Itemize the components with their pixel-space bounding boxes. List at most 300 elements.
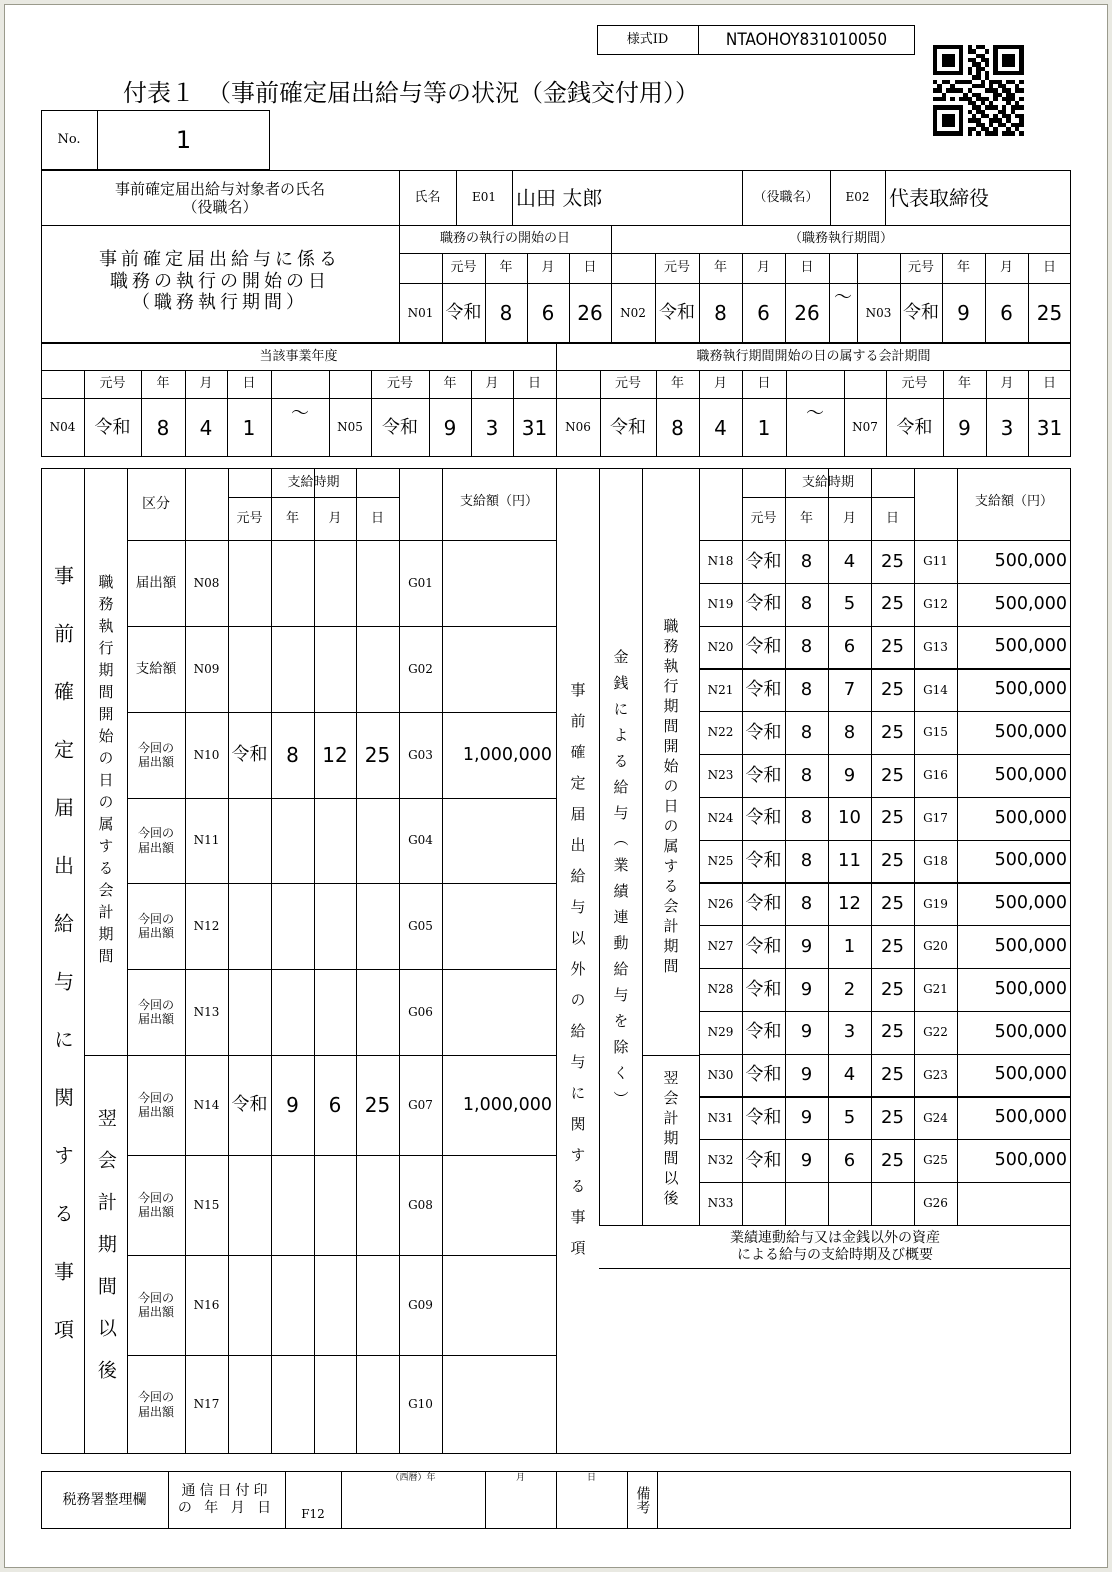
n05-code: N05 [337, 420, 363, 435]
fiscal-col-header-day: 日 [242, 376, 256, 392]
right-row-gcode: G11 [923, 554, 948, 569]
left-row-day[interactable] [356, 1155, 399, 1255]
fiscal-col-header-era: 元号 [614, 376, 641, 392]
n04-year[interactable]: 8 [156, 415, 170, 440]
left-row-month[interactable] [314, 969, 356, 1055]
fiscal-col-header-day: 日 [757, 376, 771, 392]
left-row-day[interactable] [356, 626, 399, 712]
right-row-year[interactable]: 8 [800, 636, 813, 658]
right-row-month[interactable]: 1 [843, 935, 856, 957]
start-date-header: 職務の執行の開始の日 [439, 231, 570, 247]
left-row-amount[interactable]: 1,000,000 [462, 1094, 552, 1115]
right-row-day[interactable]: 25 [881, 678, 904, 700]
footer-date-year[interactable] [341, 1485, 485, 1529]
left-row-era[interactable] [228, 1255, 271, 1355]
right-row-amount[interactable]: 500,000 [994, 893, 1067, 914]
col-header-day: 日 [800, 260, 814, 276]
n06-month[interactable]: 4 [714, 415, 727, 440]
fiscal-col-header-era: 元号 [386, 376, 413, 392]
left-row-year[interactable] [271, 540, 314, 626]
right-row-amount[interactable]: 500,000 [994, 593, 1067, 614]
n06-day[interactable]: 1 [757, 415, 771, 440]
left-row-era[interactable] [228, 798, 271, 883]
form-title: 付表１ （事前確定届出給与等の状況（金銭交付用）） [123, 79, 699, 107]
left-row-amount[interactable] [442, 883, 556, 969]
right-row-day[interactable]: 25 [881, 1064, 904, 1086]
left-row-code: N09 [193, 661, 220, 676]
right-row-year[interactable]: 9 [800, 978, 813, 1000]
right-row-gcode: G21 [923, 982, 948, 997]
right-row-era[interactable]: 令和 [745, 1064, 782, 1086]
left-row-month[interactable] [314, 798, 356, 883]
right-row-code: N24 [707, 811, 734, 825]
right-row-year[interactable]: 8 [800, 892, 813, 914]
left-row-label: 届出額 [135, 574, 177, 591]
right-row-code: N29 [707, 1025, 734, 1039]
n07-year[interactable]: 9 [958, 415, 971, 440]
fiscal-col-header-year: 年 [443, 376, 457, 392]
right-row-code: N31 [707, 1110, 734, 1125]
left-row-code: N10 [193, 747, 220, 762]
left-row-code: N11 [193, 833, 220, 848]
right-row-era[interactable]: 令和 [745, 764, 782, 786]
form-id-label: 様式ID [626, 32, 669, 48]
name-code: E01 [471, 190, 497, 205]
right-row-era[interactable] [742, 1182, 785, 1225]
fiscal-col-header-era: 元号 [901, 376, 928, 392]
n07-code: N07 [852, 420, 878, 435]
left-row-year[interactable]: 9 [286, 1093, 299, 1117]
n04-month[interactable]: 4 [199, 415, 213, 440]
left-row-gcode: G04 [408, 833, 433, 848]
right-row-amount[interactable]: 500,000 [994, 1107, 1067, 1128]
right-row-day[interactable]: 25 [881, 1106, 904, 1128]
right-row-day[interactable] [871, 1182, 914, 1225]
right-row-code: N19 [707, 597, 734, 611]
left-row-day[interactable] [356, 798, 399, 883]
right-row-year[interactable] [785, 1182, 828, 1225]
left-row-era[interactable] [228, 969, 271, 1055]
right-row-amount[interactable]: 500,000 [994, 978, 1067, 999]
n03-era[interactable]: 令和 [903, 302, 939, 324]
period-header: （職務執行期間） [788, 231, 893, 247]
fiscal-col-header-month: 月 [713, 376, 727, 392]
right-row-amount[interactable]: 500,000 [994, 1150, 1067, 1171]
right-row-era[interactable]: 令和 [745, 807, 782, 829]
right-row-month[interactable]: 2 [843, 978, 856, 1000]
right-row-amount[interactable]: 500,000 [994, 1021, 1067, 1042]
left-row-gcode: G06 [408, 1004, 433, 1019]
left-row-month[interactable] [314, 883, 356, 969]
right-row-month[interactable]: 6 [843, 636, 856, 658]
timing-header-right: 支給時期 [801, 474, 854, 490]
right-row-month[interactable]: 12 [838, 892, 861, 914]
right-row-year[interactable]: 8 [800, 807, 813, 829]
right-row-gcode: G25 [923, 1153, 948, 1168]
n03-month[interactable]: 6 [1000, 301, 1013, 325]
right-row-day[interactable]: 25 [881, 978, 904, 1000]
right-row-code: N18 [707, 554, 734, 569]
remarks-value[interactable] [657, 1471, 1071, 1529]
fiscal-year-header: 当該事業年度 [259, 348, 338, 364]
left-row-day[interactable] [356, 1355, 399, 1454]
left-row-gcode: G08 [408, 1197, 433, 1212]
left-row-gcode: G01 [408, 575, 433, 590]
right-row-month[interactable]: 10 [838, 807, 861, 829]
right-row-amount[interactable]: 500,000 [994, 1064, 1067, 1085]
fiscal-col-header-month: 月 [1000, 376, 1014, 392]
right-row-day[interactable]: 25 [881, 593, 904, 615]
left-row-era[interactable]: 令和 [231, 744, 268, 766]
right-row-amount[interactable]: 500,000 [994, 807, 1067, 828]
left-row-era[interactable]: 令和 [231, 1094, 268, 1116]
right-row-gcode: G13 [923, 639, 948, 654]
qr-code-icon [933, 45, 1059, 171]
left-row-amount[interactable] [442, 626, 556, 712]
right-row-year[interactable]: 8 [800, 850, 813, 872]
right-row-day[interactable]: 25 [881, 850, 904, 872]
right-row-gcode: G15 [923, 725, 948, 740]
right-row-year[interactable]: 8 [800, 678, 813, 700]
timing-header-left: 支給時期 [287, 474, 340, 490]
left-row-year[interactable] [271, 883, 314, 969]
right-row-gcode: G24 [923, 1110, 948, 1125]
right-row-amount[interactable]: 500,000 [994, 764, 1067, 785]
n01-day[interactable]: 26 [577, 301, 603, 325]
right-group1-label: 職務執行期間開始の日の属する会計期間 [661, 617, 680, 978]
right-row-era[interactable]: 令和 [745, 935, 782, 957]
left-row-amount[interactable] [442, 540, 556, 626]
left-row-month[interactable]: 6 [328, 1093, 342, 1117]
left-row-label: 今回の 届出額 [137, 826, 174, 855]
left-row-year[interactable] [271, 626, 314, 712]
right-row-amount[interactable]: 500,000 [994, 722, 1067, 743]
right-row-day[interactable]: 25 [881, 1149, 904, 1171]
left-group1-label: 職務執行期間開始の日の属する会計期間 [96, 573, 115, 970]
office-label: 税務署整理欄 [62, 1491, 147, 1508]
left-row-code: N16 [193, 1297, 220, 1312]
left-row-year[interactable] [271, 969, 314, 1055]
left-section-label: 事前確定届出給与に関する事項 [50, 565, 75, 1377]
right-row-year[interactable]: 9 [800, 1021, 813, 1043]
right-row-year[interactable]: 8 [800, 550, 813, 572]
right-row-day[interactable]: 25 [881, 892, 904, 914]
left-row-year[interactable] [271, 1255, 314, 1355]
right-row-code: N23 [707, 768, 734, 783]
n04-day[interactable]: 1 [242, 415, 256, 440]
n07-era[interactable]: 令和 [896, 416, 933, 438]
left-row-code: N15 [193, 1197, 220, 1212]
left-row-label: 今回の 届出額 [137, 997, 174, 1026]
right-row-era[interactable]: 令和 [745, 678, 782, 700]
tilde-1: ～ [834, 287, 852, 309]
tilde-mask [830, 254, 856, 342]
fiscal-col-header-year: 年 [670, 376, 684, 392]
right-row-month[interactable]: 7 [843, 678, 856, 700]
left-row-year[interactable] [271, 1155, 314, 1255]
left-row-day[interactable]: 25 [364, 1093, 391, 1117]
col-era-left: 元号 [236, 510, 263, 526]
right-row-era[interactable]: 令和 [745, 636, 782, 658]
col-header-day: 日 [583, 260, 597, 276]
fiscal-period-header: 職務執行期間開始の日の属する会計期間 [696, 348, 931, 364]
right-section-label: 事前確定届出給与以外の給与に関する事項 [568, 681, 587, 1271]
left-row-day[interactable]: 25 [364, 743, 391, 767]
left-row-code: N14 [193, 1097, 220, 1112]
left-row-day[interactable] [356, 1255, 399, 1355]
left-group2-label: 翌会計期間以後 [94, 1107, 117, 1402]
right-row-month[interactable]: 8 [843, 721, 856, 743]
kubun-header: 区分 [142, 495, 170, 512]
left-row-amount[interactable] [442, 969, 556, 1055]
right-row-code: N27 [707, 939, 734, 954]
right-row-code: N26 [707, 896, 734, 911]
right-row-code: N25 [707, 853, 734, 868]
left-row-day[interactable] [356, 969, 399, 1055]
right-row-era[interactable]: 令和 [745, 892, 782, 914]
col-day-right: 日 [885, 510, 899, 526]
note-header: 業績連動給与又は金銭以外の資産 による給与の支給時期及び概要 [730, 1229, 940, 1263]
n05-month[interactable]: 3 [485, 415, 499, 440]
left-row-label: 支給額 [135, 660, 177, 677]
right-row-amount[interactable]: 500,000 [994, 550, 1067, 571]
n05-day[interactable]: 31 [521, 415, 548, 440]
right-row-day[interactable]: 25 [881, 636, 904, 658]
right-row-gcode: G26 [923, 1196, 948, 1211]
amount-header-left: 支給額（円） [459, 494, 538, 509]
n06-code: N06 [565, 420, 591, 435]
right-row-month[interactable]: 5 [843, 1106, 856, 1128]
right-row-gcode: G14 [923, 682, 948, 697]
n05-era[interactable]: 令和 [382, 416, 418, 438]
col-month-left: 月 [328, 510, 342, 526]
right-row-year[interactable]: 8 [800, 721, 813, 743]
left-row-gcode: G02 [408, 661, 433, 676]
n03-day[interactable]: 25 [1036, 301, 1063, 325]
right-row-era[interactable]: 令和 [745, 1149, 782, 1171]
right-group2-label: 翌会計期間以後 [661, 1070, 680, 1210]
col-header-year: 年 [956, 260, 970, 276]
col-year-right: 年 [799, 510, 813, 526]
right-row-year[interactable]: 8 [800, 593, 813, 615]
col-header-month: 月 [756, 260, 770, 276]
footer-date-day[interactable] [556, 1485, 627, 1529]
left-row-era[interactable] [228, 540, 271, 626]
left-row-label: 今回の 届出額 [137, 1390, 174, 1419]
left-row-month[interactable] [314, 1255, 356, 1355]
col-header-month: 月 [999, 260, 1013, 276]
n02-day[interactable]: 26 [794, 301, 820, 325]
right-row-month[interactable]: 9 [843, 764, 856, 786]
duties-row-label: 事前確定届出給与に係る 職務の執行の開始の日 （職務執行期間） [99, 249, 341, 314]
footer-day-label: 日 [586, 1472, 596, 1483]
n04-era[interactable]: 令和 [94, 416, 131, 438]
left-row-era[interactable] [228, 626, 271, 712]
left-row-amount[interactable] [442, 798, 556, 883]
col-header-era: 元号 [907, 260, 934, 276]
right-row-amount[interactable]: 500,000 [994, 636, 1067, 657]
right-row-month[interactable]: 3 [843, 1021, 856, 1043]
col-year-left: 年 [285, 510, 299, 526]
left-row-label: 今回の 届出額 [137, 911, 174, 940]
left-row-day[interactable] [356, 883, 399, 969]
n02-code: N02 [620, 305, 646, 320]
right-row-year[interactable]: 9 [800, 1106, 813, 1128]
post-code: E02 [845, 190, 870, 205]
right-row-day[interactable]: 25 [881, 935, 904, 957]
left-row-month[interactable] [314, 1155, 356, 1255]
amount-header-right: 支給額（円） [974, 494, 1053, 509]
right-row-day[interactable]: 25 [881, 1021, 904, 1043]
left-row-month[interactable] [314, 626, 356, 712]
right-row-code: N20 [707, 639, 734, 654]
n07-day[interactable]: 31 [1036, 415, 1063, 440]
right-row-gcode: G17 [923, 811, 948, 825]
col-header-month: 月 [541, 260, 555, 276]
right-row-era[interactable]: 令和 [745, 978, 782, 1000]
left-row-label: 今回の 届出額 [137, 1290, 174, 1319]
left-row-year[interactable] [271, 1355, 314, 1454]
right-row-code: N21 [707, 682, 734, 697]
right-row-year[interactable]: 8 [800, 764, 813, 786]
col-month-right: 月 [842, 510, 856, 526]
tilde-3: ～ [806, 402, 824, 424]
name-label: 氏名 [414, 189, 441, 205]
right-row-month[interactable]: 4 [843, 1064, 856, 1086]
right-row-code: N32 [707, 1153, 734, 1168]
right-row-day[interactable]: 25 [881, 807, 904, 829]
right-row-year[interactable]: 9 [800, 1064, 813, 1086]
fiscal-col-header-month: 月 [485, 376, 499, 392]
fiscal-col-header-day: 日 [1042, 376, 1056, 392]
right-row-gcode: G22 [923, 1025, 948, 1039]
fiscal-col-header-month: 月 [199, 376, 213, 392]
n04-code: N04 [49, 420, 76, 435]
right-row-gcode: G23 [923, 1067, 948, 1082]
left-row-year[interactable] [271, 798, 314, 883]
left-row-year[interactable]: 8 [286, 743, 299, 767]
n05-year[interactable]: 9 [443, 415, 457, 440]
right-row-era[interactable]: 令和 [745, 850, 782, 872]
right-row-gcode: G12 [923, 597, 948, 611]
remarks-label: 備考 [634, 1486, 651, 1514]
right-row-era[interactable]: 令和 [745, 550, 782, 572]
left-row-era[interactable] [228, 883, 271, 969]
col-header-day: 日 [1042, 260, 1056, 276]
left-row-code: N12 [193, 918, 220, 933]
right-row-month[interactable]: 5 [843, 593, 856, 615]
left-row-amount[interactable] [442, 1155, 556, 1255]
col-header-era: 元号 [663, 260, 690, 276]
right-row-amount[interactable] [957, 1182, 1071, 1225]
right-row-code: N28 [707, 982, 734, 997]
left-row-code: N08 [193, 575, 220, 590]
tilde-2: ～ [291, 402, 309, 424]
left-row-label: 今回の 届出額 [137, 740, 174, 769]
n06-era[interactable]: 令和 [610, 416, 646, 438]
left-row-label: 今回の 届出額 [137, 1190, 174, 1219]
n03-code: N03 [865, 305, 892, 320]
n07-month[interactable]: 3 [1000, 415, 1014, 440]
left-row-code: N13 [193, 1004, 220, 1019]
employee-post[interactable]: 代表取締役 [889, 185, 989, 210]
right-row-month[interactable] [828, 1182, 871, 1225]
col-header-year: 年 [713, 260, 727, 276]
right-row-month[interactable]: 11 [838, 850, 861, 872]
right-row-gcode: G18 [923, 853, 948, 868]
left-row-era[interactable] [228, 1155, 271, 1255]
note-value[interactable] [599, 1268, 1071, 1454]
form-page [4, 4, 1108, 1568]
right-row-year[interactable]: 9 [800, 935, 813, 957]
kinsen-label: 金銭による給与（業績連動給与を除く） [611, 648, 630, 1117]
fiscal-col-header-year: 年 [957, 376, 971, 392]
left-row-amount[interactable] [442, 1255, 556, 1355]
right-row-era[interactable]: 令和 [745, 1021, 782, 1043]
left-row-gcode: G03 [408, 747, 433, 762]
right-row-amount[interactable]: 500,000 [994, 679, 1067, 700]
footer-year-label: （西暦）年 [390, 1472, 436, 1483]
no-value[interactable]: 1 [175, 125, 192, 154]
footer-month-label: 月 [515, 1472, 525, 1483]
right-row-amount[interactable]: 500,000 [994, 850, 1067, 871]
fiscal-col-header-era: 元号 [99, 376, 126, 392]
right-row-month[interactable]: 6 [843, 1149, 856, 1171]
n02-month[interactable]: 6 [757, 301, 770, 325]
right-row-day[interactable]: 25 [881, 550, 904, 572]
comm-date-label: 通信日付印 の 年 月 日 [177, 1483, 276, 1516]
n01-year[interactable]: 8 [499, 301, 513, 325]
left-row-month[interactable] [314, 1355, 356, 1454]
col-header-era: 元号 [450, 260, 477, 276]
n02-era[interactable]: 令和 [659, 302, 695, 324]
n06-year[interactable]: 8 [671, 415, 684, 440]
right-row-month[interactable]: 4 [843, 550, 856, 572]
right-row-gcode: G16 [923, 768, 948, 783]
left-row-era[interactable] [228, 1355, 271, 1454]
right-row-code: N22 [707, 725, 734, 740]
right-row-day[interactable]: 25 [881, 721, 904, 743]
left-row-amount[interactable]: 1,000,000 [462, 744, 552, 765]
left-row-gcode: G10 [408, 1397, 433, 1412]
right-row-day[interactable]: 25 [881, 764, 904, 786]
left-row-day[interactable] [356, 540, 399, 626]
form-id-value: NTAOHOY831010050 [725, 29, 888, 50]
footer-date-month[interactable] [485, 1485, 556, 1529]
n01-code: N01 [407, 305, 434, 320]
post-label: （役職名） [753, 189, 819, 205]
right-row-code: N30 [707, 1067, 734, 1082]
n03-year[interactable]: 9 [957, 301, 970, 325]
col-era-right: 元号 [750, 510, 777, 526]
n01-era[interactable]: 令和 [445, 302, 482, 324]
left-row-month[interactable] [314, 540, 356, 626]
left-row-amount[interactable] [442, 1355, 556, 1454]
employee-name[interactable]: 山田 太郎 [516, 185, 603, 210]
n02-year[interactable]: 8 [714, 301, 727, 325]
no-label: No. [57, 132, 81, 148]
n01-month[interactable]: 6 [541, 301, 555, 325]
right-row-gcode: G19 [923, 896, 948, 911]
right-row-era[interactable]: 令和 [745, 721, 782, 743]
col-day-left: 日 [370, 510, 384, 526]
right-row-era[interactable]: 令和 [745, 1106, 782, 1128]
left-row-month[interactable]: 12 [322, 743, 348, 767]
right-row-year[interactable]: 9 [800, 1149, 813, 1171]
fiscal-col-header-day: 日 [527, 376, 541, 392]
right-row-era[interactable]: 令和 [745, 593, 782, 615]
right-row-amount[interactable]: 500,000 [994, 936, 1067, 957]
